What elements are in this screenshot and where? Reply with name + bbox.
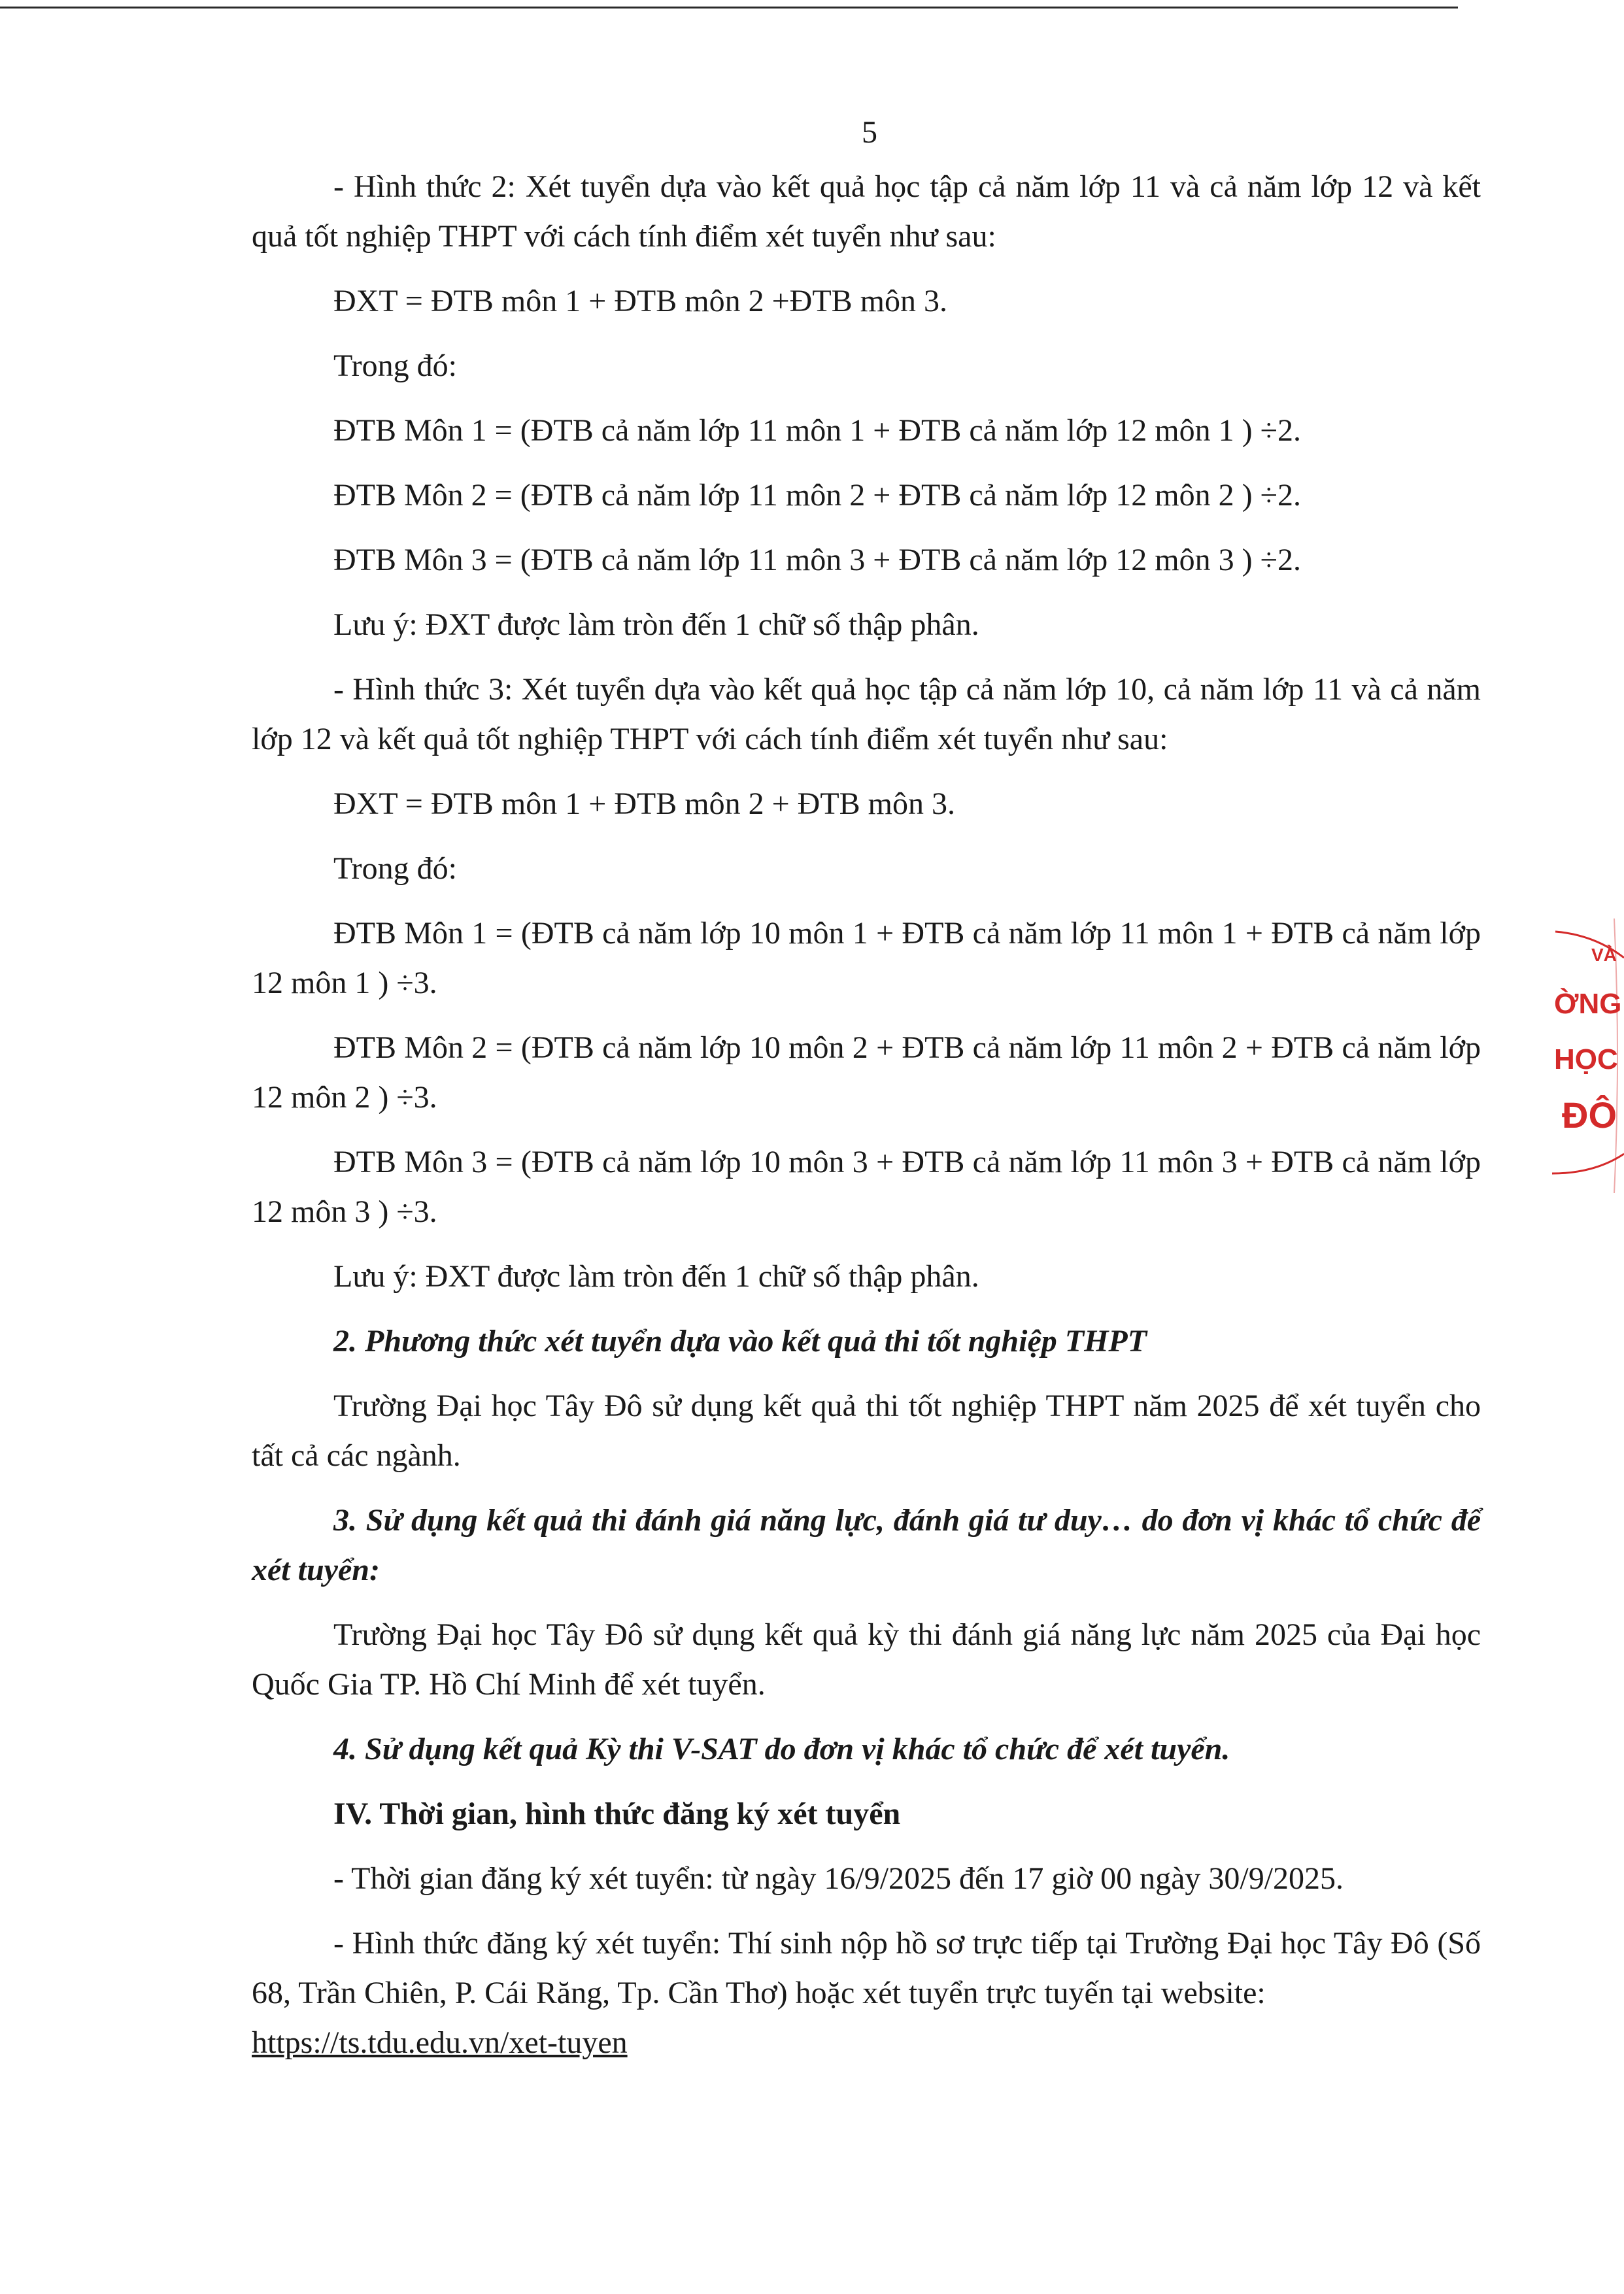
where-label-3: Trong đó: bbox=[333, 851, 457, 886]
document-body bbox=[252, 162, 1481, 2083]
page-number: 5 bbox=[862, 115, 877, 150]
top-rule bbox=[0, 7, 1458, 8]
paragraph-form-3: - Hình thức 3: Xét tuyển dựa vào kết quả học tập cả năm lớp 10, cả năm lớp 11 và cả năm lớp 12 và kết quả tốt nghiệp THPT với cách tính điểm xét tuyển như sau: bbox=[252, 672, 1481, 756]
formula-subject-2-form-2: ĐTB Môn 2 = (ĐTB cả năm lớp 11 môn 2 + ĐTB cả năm lớp 12 môn 2 ) ÷2. bbox=[333, 478, 1301, 513]
formula-subject-1-form-3: ĐTB Môn 1 = (ĐTB cả năm lớp 10 môn 1 + ĐTB cả năm lớp 11 môn 1 + ĐTB cả năm lớp 12 môn 1 ) ÷3. bbox=[252, 916, 1481, 1000]
where-label-2: Trong đó: bbox=[333, 348, 457, 383]
official-stamp bbox=[1549, 912, 1624, 1200]
note-rounding-3: Lưu ý: ĐXT được làm tròn đến 1 chữ số thập phân. bbox=[333, 1259, 979, 1294]
formula-subject-1-form-2: ĐTB Môn 1 = (ĐTB cả năm lớp 11 môn 1 + ĐTB cả năm lớp 12 môn 1 ) ÷2. bbox=[333, 413, 1301, 448]
stamp-text-3: HỌC bbox=[1554, 1043, 1618, 1075]
section-heading-4: 4. Sử dụng kết quả Kỳ thi V-SAT do đơn vị khác tổ chức để xét tuyển. bbox=[333, 1732, 1230, 1766]
registration-time: - Thời gian đăng ký xét tuyển: từ ngày 16/9/2025 đến 17 giờ 00 ngày 30/9/2025. bbox=[333, 1861, 1344, 1896]
formula-subject-2-form-3: ĐTB Môn 2 = (ĐTB cả năm lớp 10 môn 2 + ĐTB cả năm lớp 11 môn 2 + ĐTB cả năm lớp 12 môn 2 ) ÷3. bbox=[252, 1030, 1481, 1115]
formula-dxt-2: ĐXT = ĐTB môn 1 + ĐTB môn 2 +ĐTB môn 3. bbox=[333, 284, 947, 318]
formula-dxt-3: ĐXT = ĐTB môn 1 + ĐTB môn 2 + ĐTB môn 3. bbox=[333, 786, 955, 821]
section-heading-iv: IV. Thời gian, hình thức đăng ký xét tuyển bbox=[333, 1796, 901, 1831]
note-rounding-2: Lưu ý: ĐXT được làm tròn đến 1 chữ số thập phân. bbox=[333, 607, 979, 642]
stamp-text-1: VÀ bbox=[1591, 945, 1617, 965]
section-heading-3: 3. Sử dụng kết quả thi đánh giá năng lực, đánh giá tư duy… do đơn vị khác tổ chức để xét tuyển: bbox=[252, 1503, 1481, 1587]
formula-subject-3-form-3: ĐTB Môn 3 = (ĐTB cả năm lớp 10 môn 3 + ĐTB cả năm lớp 11 môn 3 + ĐTB cả năm lớp 12 môn 3 ) ÷3. bbox=[252, 1145, 1481, 1229]
paragraph-section-2: Trường Đại học Tây Đô sử dụng kết quả thi tốt nghiệp THPT năm 2025 để xét tuyển cho tất cả các ngành. bbox=[252, 1389, 1481, 1473]
paragraph-form-2: - Hình thức 2: Xét tuyển dựa vào kết quả học tập cả năm lớp 11 và cả năm lớp 12 và kết quả tốt nghiệp THPT với cách tính điểm xét tuyển như sau: bbox=[252, 169, 1481, 254]
registration-link[interactable]: https://ts.tdu.edu.vn/xet-tuyen bbox=[252, 2025, 628, 2060]
registration-method: - Hình thức đăng ký xét tuyển: Thí sinh nộp hồ sơ trực tiếp tại Trường Đại học Tây Đô (Số 68, Trần Chiên, P. Cái Răng, Tp. Cần Thơ) hoặc xét tuyển trực tuyến tại website: bbox=[252, 1926, 1481, 2010]
paragraph-section-3: Trường Đại học Tây Đô sử dụng kết quả kỳ thi đánh giá năng lực năm 2025 của Đại học Quốc Gia TP. Hồ Chí Minh để xét tuyển. bbox=[252, 1617, 1481, 1702]
stamp-text-2: ỜNG bbox=[1554, 988, 1622, 1020]
registration-link-line bbox=[252, 2018, 1481, 2068]
stamp-graphic bbox=[1549, 912, 1624, 1200]
stamp-text-4: ĐÔ bbox=[1562, 1094, 1617, 1136]
section-heading-2: 2. Phương thức xét tuyển dựa vào kết quả thi tốt nghiệp THPT bbox=[333, 1324, 1147, 1358]
formula-subject-3-form-2: ĐTB Môn 3 = (ĐTB cả năm lớp 11 môn 3 + ĐTB cả năm lớp 12 môn 3 ) ÷2. bbox=[333, 543, 1301, 577]
